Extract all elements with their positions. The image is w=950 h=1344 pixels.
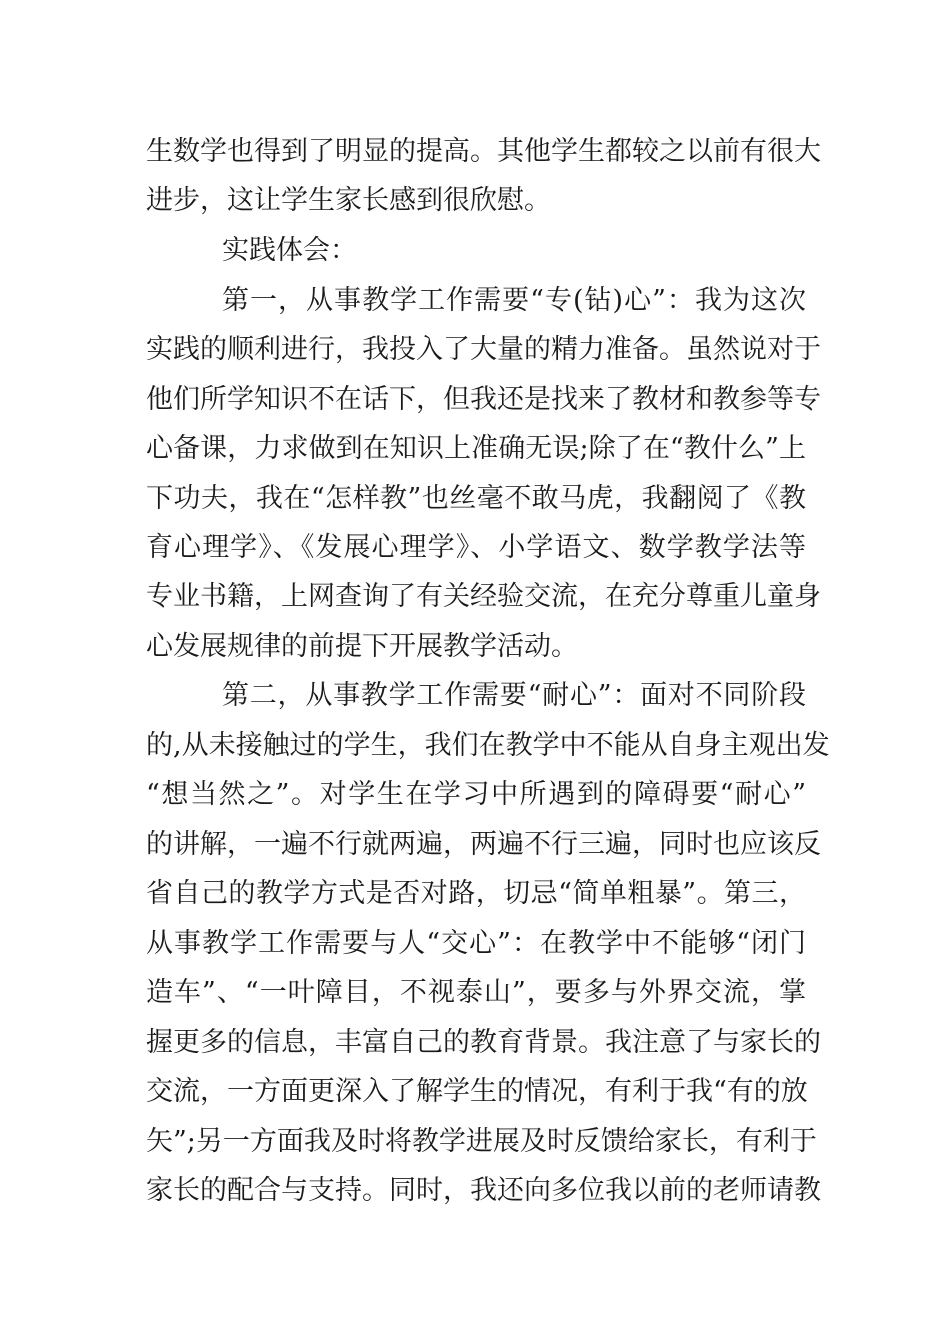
text-line: 省自己的教学方式是否对路，切忌“简单粗暴”。第三，	[146, 878, 806, 909]
text-line: 第二，从事教学工作需要“耐心”：面对不同阶段	[222, 680, 806, 711]
text-line: 的讲解，一遍不行就两遍，两遍不行三遍，同时也应该反	[146, 829, 821, 860]
text-line: 进步，这让学生家长感到很欣慰。	[146, 185, 551, 216]
text-line: 实践的顺利进行，我投入了大量的精力准备。虽然说对于	[146, 334, 821, 365]
text-line: 从事教学工作需要与人“交心”：在教学中不能够“闭门	[146, 928, 806, 959]
text-line: 下功夫，我在“怎样教”也丝毫不敢马虎，我翻阅了《教	[146, 483, 806, 514]
text-line: 矢”;另一方面我及时将教学进展及时反馈给家长，有利于	[146, 1126, 817, 1157]
text-line: 家长的配合与支持。同时，我还向多位我以前的老师请教	[146, 1175, 821, 1206]
text-line: “想当然之”。对学生在学习中所遇到的障碍要“耐心”	[146, 779, 806, 810]
text-line: 造车”、“一叶障目，不视泰山”，要多与外界交流，掌	[146, 977, 806, 1008]
text-line: 交流，一方面更深入了解学生的情况，有利于我“有的放	[146, 1076, 808, 1107]
text-line: 第一，从事教学工作需要“专(钻)心”：我为这次	[222, 285, 806, 316]
text-line: 生数学也得到了明显的提高。其他学生都较之以前有很大	[146, 136, 821, 167]
text-line: 握更多的信息，丰富自己的教育背景。我注意了与家长的	[146, 1027, 821, 1058]
text-line: 心发展规律的前提下开展教学活动。	[146, 631, 578, 662]
text-line: 专业书籍，上网查询了有关经验交流，在充分尊重儿童身	[146, 581, 821, 612]
text-line: 心备课，力求做到在知识上准确无误;除了在“教什么”上	[146, 433, 806, 464]
section-heading: 实践体会：	[222, 235, 357, 266]
text-line: 的,从未接触过的学生，我们在教学中不能从自身主观出发	[146, 730, 830, 761]
text-line: 育心理学》、《发展心理学》、小学语文、数学教学法等	[146, 532, 806, 563]
text-line: 他们所学知识不在话下，但我还是找来了教材和教参等专	[146, 384, 821, 415]
